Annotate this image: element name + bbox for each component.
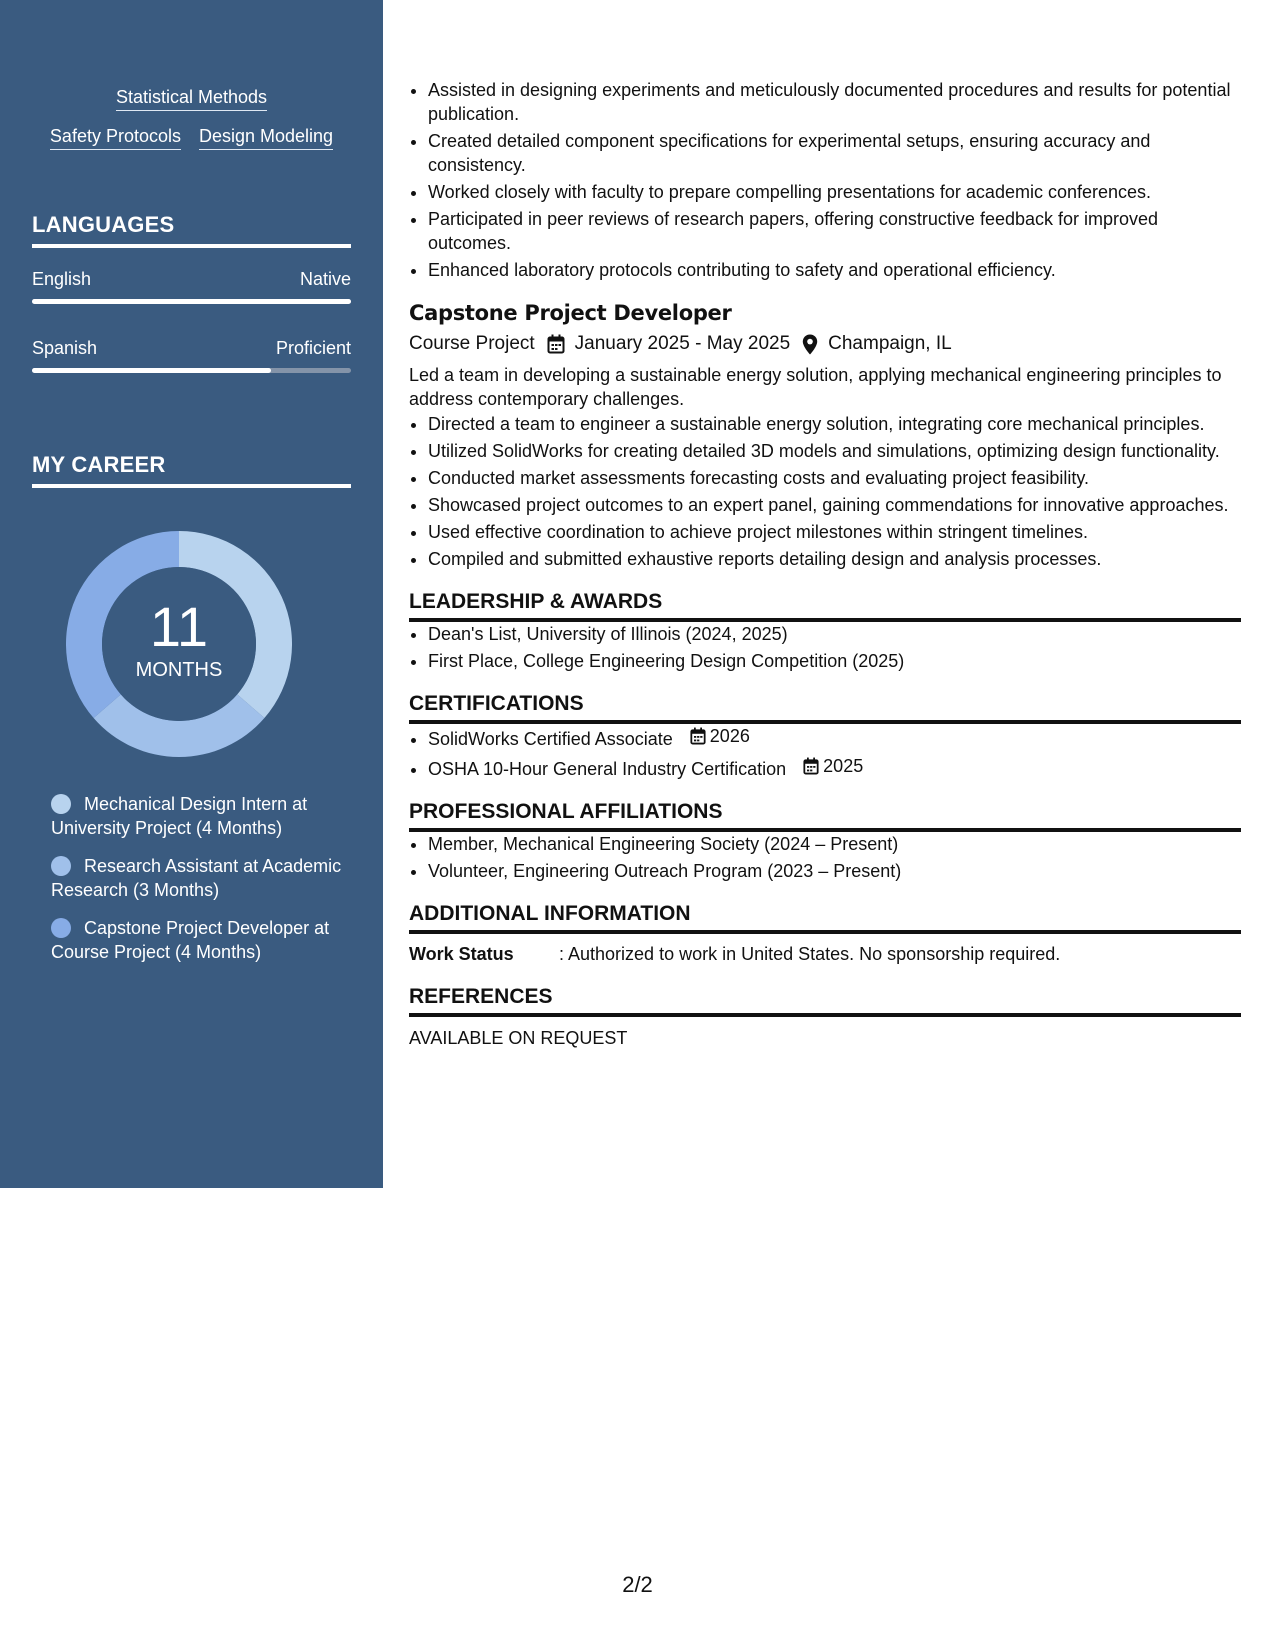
work-status-value: : Authorized to work in United States. No sponsorship required. [559, 944, 1061, 964]
legend-item [51, 916, 351, 964]
career-total-value: 11 [149, 594, 209, 658]
languages-heading: LANGUAGES [32, 212, 351, 248]
role-location: Champaign, IL [828, 333, 952, 354]
cert-date [803, 754, 863, 778]
list-item: • Showcased project outcomes to an expert panel, gaining commendations for innovative approaches. [428, 493, 1241, 517]
capstone-bullets [409, 412, 1241, 571]
list-item: • Conducted market assessments forecasting costs and evaluating project feasibility. [428, 466, 1241, 490]
list-item: • Compiled and submitted exhaustive reports detailing design and analysis processes. [428, 547, 1241, 571]
cert-year: 2025 [823, 756, 864, 776]
language-bar-fill [32, 368, 271, 373]
language-spanish [32, 337, 351, 373]
work-status-label: Work Status [409, 944, 514, 964]
language-level: Native [299, 269, 351, 289]
language-name: Spanish [32, 338, 98, 358]
section-heading-affiliations: PROFESSIONAL AFFILIATIONS [409, 799, 1241, 832]
list-item: • Used effective coordination to achieve project milestones within stringent timelines. [428, 520, 1241, 544]
certifications-list [409, 724, 1241, 781]
list-item: • Member, Mechanical Engineering Society (2024 – Present) [428, 832, 1241, 856]
cert-date [690, 724, 750, 748]
calendar-icon [690, 727, 706, 745]
list-item: • Participated in peer reviews of research papers, offering constructive feedback for improved outcomes. [428, 207, 1241, 255]
role-org: Course Project [409, 333, 535, 354]
work-status-row [409, 942, 1241, 966]
calendar-icon [803, 757, 819, 775]
career-legend [51, 792, 351, 978]
skill-tag: Design Modeling [199, 125, 333, 150]
role-summary: Led a team in developing a sustainable energy solution, applying mechanical engineering principles to address contemporary challenges. [409, 365, 1222, 409]
experience-bullets [409, 78, 1241, 282]
legend-dot [51, 794, 71, 814]
role-dates: January 2025 - May 2025 [574, 333, 791, 354]
list-item: • Dean's List, University of Illinois (2024, 2025) [428, 622, 1241, 646]
role-title: Capstone Project Developer [409, 301, 732, 325]
cert-name: SolidWorks Certified Associate [428, 729, 673, 749]
legend-item [51, 854, 351, 902]
skill-tag: Statistical Methods [116, 86, 267, 111]
career-heading: MY CAREER [32, 452, 351, 488]
list-item: • First Place, College Engineering Design Competition (2025) [428, 649, 1241, 673]
section-heading-additional: ADDITIONAL INFORMATION [409, 901, 1241, 934]
list-item: • Assisted in designing experiments and meticulously documented procedures and results for potential publication. [428, 78, 1241, 126]
career-donut-chart [66, 531, 292, 757]
cert-year: 2026 [709, 726, 750, 746]
career-total-unit: MONTHS [135, 658, 223, 681]
affiliations-list [409, 832, 1241, 883]
cert-name: OSHA 10-Hour General Industry Certification [428, 759, 787, 779]
language-name: English [32, 269, 92, 289]
skills-list [32, 86, 351, 164]
legend-label: Research Assistant at Academic Research (3 Months) [51, 856, 342, 900]
sidebar [0, 0, 383, 1188]
list-item: • Created detailed component specifications for experimental setups, ensuring accuracy and consistency. [428, 129, 1241, 177]
legend-dot [51, 856, 71, 876]
language-level: Proficient [275, 338, 351, 358]
role-meta [409, 332, 1241, 356]
language-bar-fill [32, 299, 351, 304]
section-heading-leadership: LEADERSHIP & AWARDS [409, 589, 1241, 622]
language-english [32, 268, 351, 304]
section-heading-references: REFERENCES [409, 984, 1241, 1017]
list-item: • Enhanced laboratory protocols contributing to safety and operational efficiency. [428, 258, 1241, 282]
main-content [409, 78, 1241, 1050]
legend-dot [51, 918, 71, 938]
leadership-list [409, 622, 1241, 673]
legend-item [51, 792, 351, 840]
list-item: • Volunteer, Engineering Outreach Program (2023 – Present) [428, 859, 1241, 883]
section-heading-certifications: CERTIFICATIONS [409, 691, 1241, 724]
list-item: • Directed a team to engineer a sustainable energy solution, integrating core mechanical principles. [428, 412, 1241, 436]
location-pin-icon [802, 334, 818, 355]
list-item: • Worked closely with faculty to prepare compelling presentations for academic conferences. [428, 180, 1241, 204]
calendar-icon [547, 334, 565, 354]
skill-tag: Safety Protocols [50, 125, 181, 150]
language-bar [32, 299, 351, 304]
language-bar [32, 368, 351, 373]
references-text: AVAILABLE ON REQUEST [409, 1028, 628, 1048]
list-item [428, 754, 1241, 781]
page-number: 2/2 [622, 1572, 653, 1597]
legend-label: Capstone Project Developer at Course Project (4 Months) [51, 918, 330, 962]
list-item: • Utilized SolidWorks for creating detailed 3D models and simulations, optimizing design functionality. [428, 439, 1241, 463]
legend-label: Mechanical Design Intern at University Project (4 Months) [51, 794, 308, 838]
list-item [428, 724, 1241, 751]
